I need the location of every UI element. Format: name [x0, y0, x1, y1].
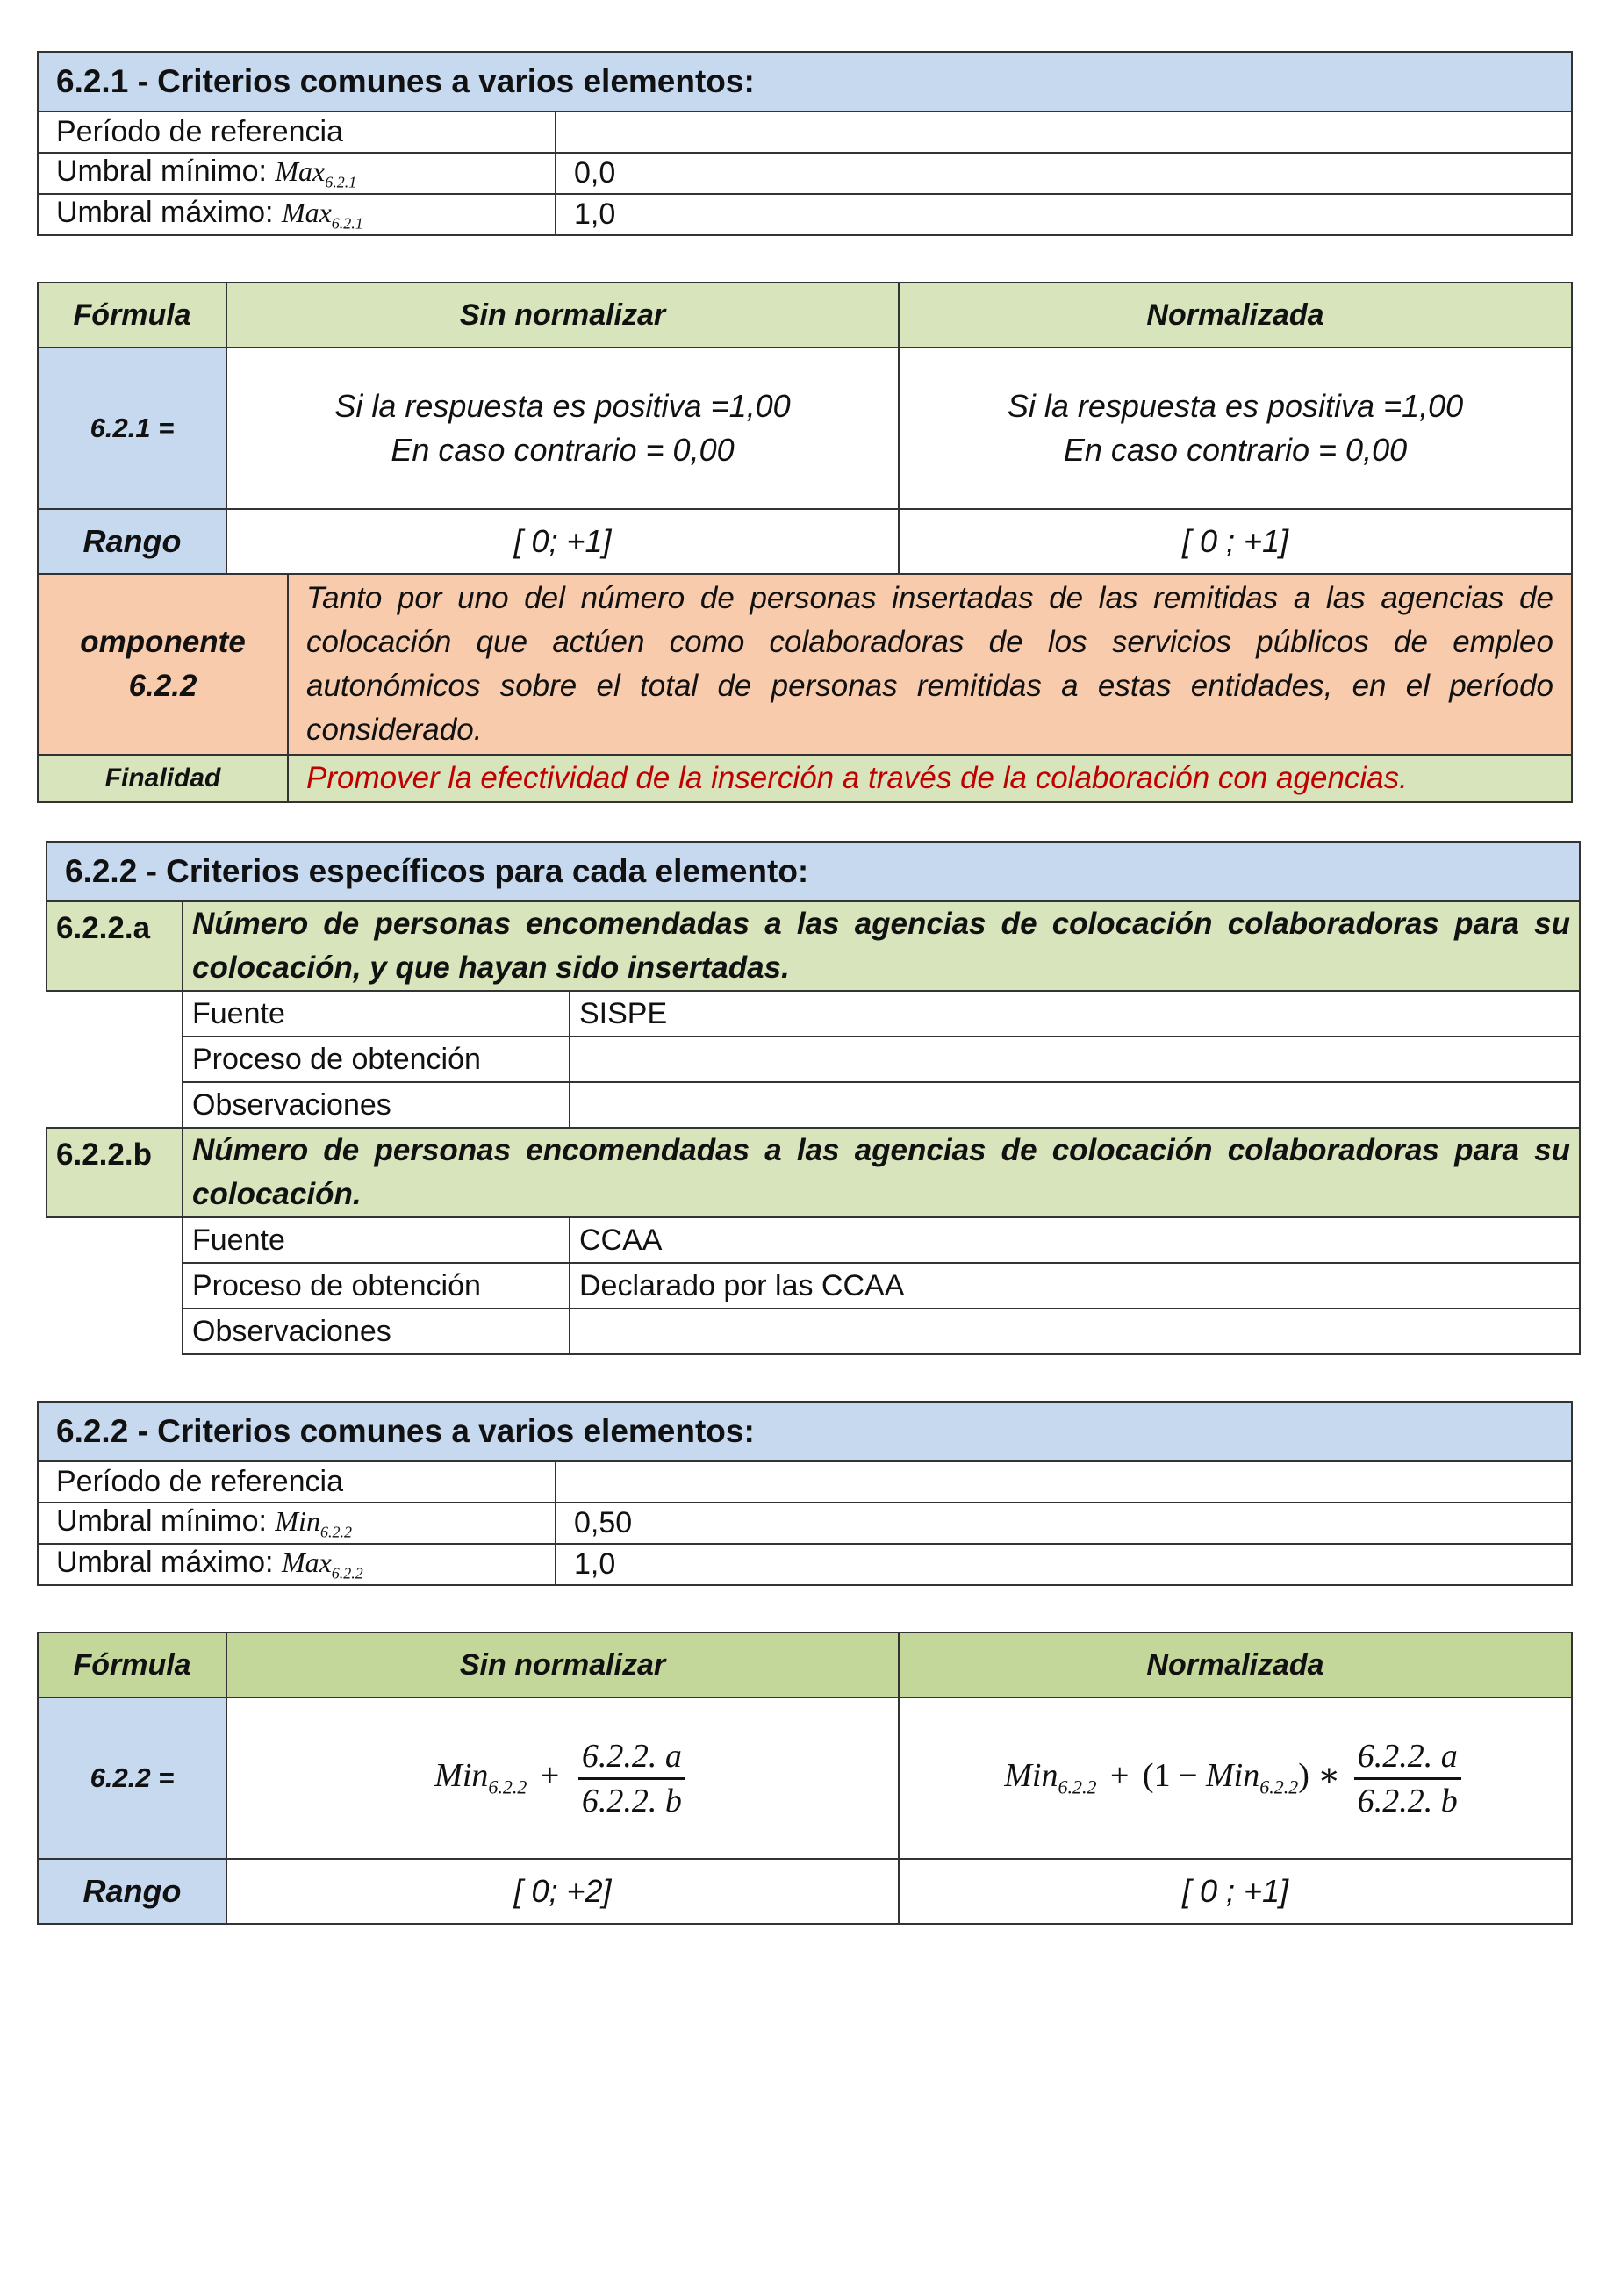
col-formula-header: Fórmula [38, 1632, 226, 1697]
formula-row-label: 6.2.1 = [38, 348, 226, 509]
col-normalizada-header: Normalizada [899, 283, 1572, 348]
periodo-label: Período de referencia [38, 111, 556, 153]
fraction: $\frac{6.2.2. a}{6.2.2. b}$ [1354, 1737, 1461, 1820]
umbral-maximo-label [38, 194, 556, 235]
formula-norm-expression: Min$_{6.2.2}$ + (1 − Min$_{6.2.2}$) ∗ $\frac{6.2.2. a}{6.2.2. b}$ [1004, 1757, 1466, 1794]
componente-label: omponente [80, 625, 246, 659]
umbral-minimo-variable: Max$_{6.2.1}$ [275, 155, 357, 191]
criterios-comunes-6-2-2-table [37, 1401, 1573, 1586]
umbral-minimo-variable: Min$_{6.2.2}$ [275, 1505, 352, 1541]
rango-normalizada: [ 0 ; +1] [899, 509, 1572, 574]
formula-sin-line-1: Si la respuesta es positiva =1,00 [334, 388, 791, 424]
a-proceso-label: Proceso de obtención [183, 1037, 570, 1082]
formula-normalizada [899, 1697, 1572, 1859]
element-a-description: Número de personas encomendadas a las agencias de colocación colaboradoras para su colocación, y que hayan sido insertadas. [183, 901, 1580, 991]
a-observaciones-label: Observaciones [183, 1082, 570, 1128]
umbral-minimo-text: Umbral mínimo: [56, 1504, 267, 1539]
fraction: $\frac{6.2.2. a}{6.2.2. b}$ [578, 1737, 685, 1820]
spacer [47, 1037, 183, 1082]
finalidad-label: Finalidad [38, 755, 288, 802]
umbral-minimo-value: 0,50 [556, 1503, 1572, 1544]
umbral-minimo-value: 0,0 [556, 153, 1572, 194]
rango-normalizada: [ 0 ; +1] [899, 1859, 1572, 1924]
umbral-maximo-variable: Max$_{6.2.1}$ [281, 197, 363, 233]
spacer [47, 1309, 183, 1354]
periodo-value [556, 111, 1572, 153]
umbral-maximo-text: Umbral máximo: [56, 196, 274, 230]
finalidad-text: Promover la efectividad de la inserción a través de la colaboración con agencias. [288, 755, 1572, 802]
table-title: 6.2.1 - Criterios comunes a varios elementos: [38, 52, 1572, 111]
rango-label: Rango [38, 1859, 226, 1924]
spacer [47, 1217, 183, 1263]
formula-normalizada [899, 348, 1572, 509]
b-fuente-value: CCAA [570, 1217, 1580, 1263]
col-formula-header: Fórmula [38, 283, 226, 348]
spacer [47, 991, 183, 1037]
col-sin-normalizar-header: Sin normalizar [226, 283, 899, 348]
rango-sin-normalizar: [ 0; +1] [226, 509, 899, 574]
componente-number: 6.2.2 [128, 669, 197, 703]
element-b-description: Número de personas encomendadas a las agencias de colocación colaboradoras para su colocación. [183, 1128, 1580, 1217]
element-a-code: 6.2.2.a [47, 901, 183, 991]
umbral-maximo-variable: Max$_{6.2.2}$ [281, 1546, 363, 1582]
formula-sin-expression: Min$_{6.2.2}$ + $\frac{6.2.2. a}{6.2.2. b}$ [434, 1757, 691, 1794]
formula-6-2-2-table [37, 1632, 1573, 1925]
rango-label: Rango [38, 509, 226, 574]
periodo-value [556, 1461, 1572, 1503]
a-proceso-value [570, 1037, 1580, 1082]
formula-row-label: 6.2.2 = [38, 1697, 226, 1859]
b-observaciones-label: Observaciones [183, 1309, 570, 1354]
umbral-maximo-label [38, 1544, 556, 1585]
col-sin-normalizar-header: Sin normalizar [226, 1632, 899, 1697]
umbral-maximo-value: 1,0 [556, 1544, 1572, 1585]
componente-label-cell [38, 574, 288, 755]
rango-sin-normalizar: [ 0; +2] [226, 1859, 899, 1924]
formula-6-2-1-table [37, 282, 1573, 803]
criterios-especificos-6-2-2-table [46, 841, 1581, 1355]
formula-sin-normalizar [226, 348, 899, 509]
spacer [47, 1082, 183, 1128]
formula-sin-normalizar [226, 1697, 899, 1859]
formula-sin-line-2: En caso contrario = 0,00 [391, 432, 735, 468]
formula-norm-line-1: Si la respuesta es positiva =1,00 [1007, 388, 1464, 424]
a-observaciones-value [570, 1082, 1580, 1128]
b-proceso-value: Declarado por las CCAA [570, 1263, 1580, 1309]
criterios-comunes-6-2-1-table [37, 51, 1573, 236]
umbral-maximo-value: 1,0 [556, 194, 1572, 235]
b-proceso-label: Proceso de obtención [183, 1263, 570, 1309]
b-fuente-label: Fuente [183, 1217, 570, 1263]
element-b-code: 6.2.2.b [47, 1128, 183, 1217]
spacer [47, 1263, 183, 1309]
umbral-minimo-label [38, 153, 556, 194]
componente-description: Tanto por uno del número de personas insertadas de las remitidas a las agencias de colocación que actúen como colaboradoras de los servicios públicos de empleo autonómicos sobre el total de personas remitidas a estas entidades, en el período considerado. [288, 574, 1572, 755]
a-fuente-value: SISPE [570, 991, 1580, 1037]
table-title: 6.2.2 - Criterios comunes a varios elementos: [38, 1402, 1572, 1461]
a-fuente-label: Fuente [183, 991, 570, 1037]
umbral-minimo-text: Umbral mínimo: [56, 154, 267, 189]
formula-norm-line-2: En caso contrario = 0,00 [1063, 432, 1408, 468]
periodo-label: Período de referencia [38, 1461, 556, 1503]
table-title: 6.2.2 - Criterios específicos para cada elemento: [47, 842, 1580, 901]
col-normalizada-header: Normalizada [899, 1632, 1572, 1697]
umbral-maximo-text: Umbral máximo: [56, 1546, 274, 1580]
umbral-minimo-label [38, 1503, 556, 1544]
b-observaciones-value [570, 1309, 1580, 1354]
